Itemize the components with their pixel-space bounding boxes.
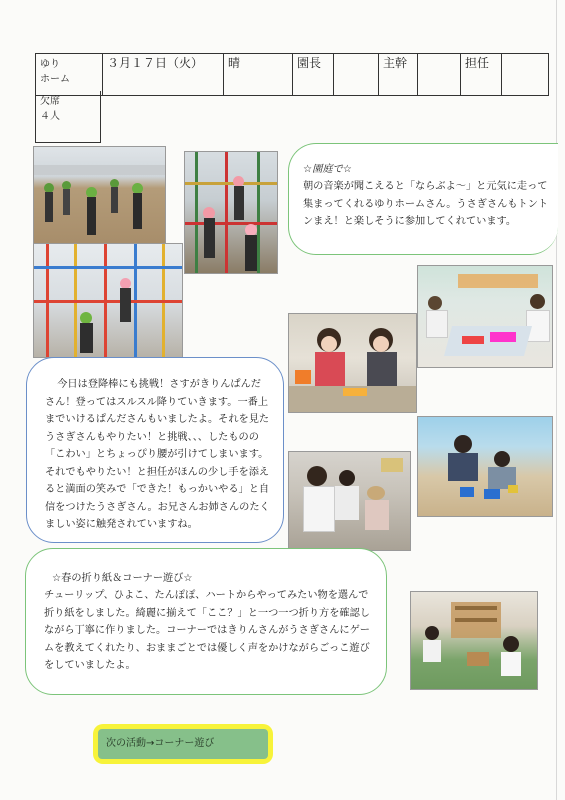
teacher-stamp-cell (502, 54, 549, 96)
photo-origami (288, 313, 417, 413)
class-name-line2: ホーム (40, 74, 70, 85)
photo-climbing-frame (184, 151, 278, 274)
garden-note-box (288, 143, 558, 255)
spring-note-text: チューリップ、ひよこ、たんぽぽ、ハートからやってみたい物を選んで折り紙をしました。綺麗に揃えて「ここ？」と一つ一つ折り方を確認しながら丁寧に作りました。コーナーではきりんさんがうさぎさんにゲームを教えてくれたり、おままごとでは優しく声をかけながらごっこ遊びをしていましたよ。 (44, 590, 370, 671)
photo-corner-play (410, 591, 538, 690)
next-activity-box (93, 724, 273, 764)
page-edge (556, 0, 557, 800)
weather-cell: 晴 (224, 54, 293, 96)
head-teacher-label-cell: 主幹 (379, 54, 418, 96)
next-activity-label: 次の活動→コーナー遊び (98, 729, 268, 759)
class-name-line1: ゆり (40, 59, 60, 70)
climbing-note-box (26, 357, 284, 543)
teacher-label-cell: 担任 (461, 54, 502, 96)
absence-label: 欠席 (40, 96, 60, 107)
garden-note-title: ☆園庭で☆ (303, 164, 352, 175)
photo-table-craft (417, 265, 553, 368)
date-cell: ３月１７日（火） (103, 54, 224, 96)
photo-blocks-play (417, 416, 553, 517)
absence-count: ４人 (40, 111, 60, 122)
class-name-cell (36, 54, 103, 96)
garden-note-text: 朝の音楽が聞こえると「ならぶよ～」と元気に走って集まってくれるゆりホームさん。うさぎさんもトントンまえ！と楽しそうに参加してくれています。 (303, 181, 549, 227)
absence-cell (35, 91, 101, 143)
spring-note-title: ☆春の折り紙＆コーナー遊び☆ (52, 573, 193, 584)
principal-stamp-cell (334, 54, 379, 96)
photo-climbing-poles (33, 243, 183, 358)
head-teacher-stamp-cell (418, 54, 461, 96)
header-table (35, 53, 549, 96)
principal-label-cell: 園長 (293, 54, 334, 96)
climbing-note-text: 今日は登降棒にも挑戦！さすがきりんぱんださん！登ってはスルスル降りていきます。一番上までいけるぱんださんもいましたよ。それを見たうさぎさんもやりたい！と挑戦、、、したものの「こわい」とちょっぴり腰が引けてしまいます。それでもやりたい！と担任がほんの少し手を添えると満面の笑みで「できた！もっかいやる」と自信をつけたうさぎさん。お兄さんお姉さんのたくましい姿に触発されていますね。 (45, 379, 270, 530)
photo-playground-lineup (33, 146, 166, 246)
spring-note-box (25, 548, 387, 695)
photo-pretend-play (288, 451, 411, 551)
